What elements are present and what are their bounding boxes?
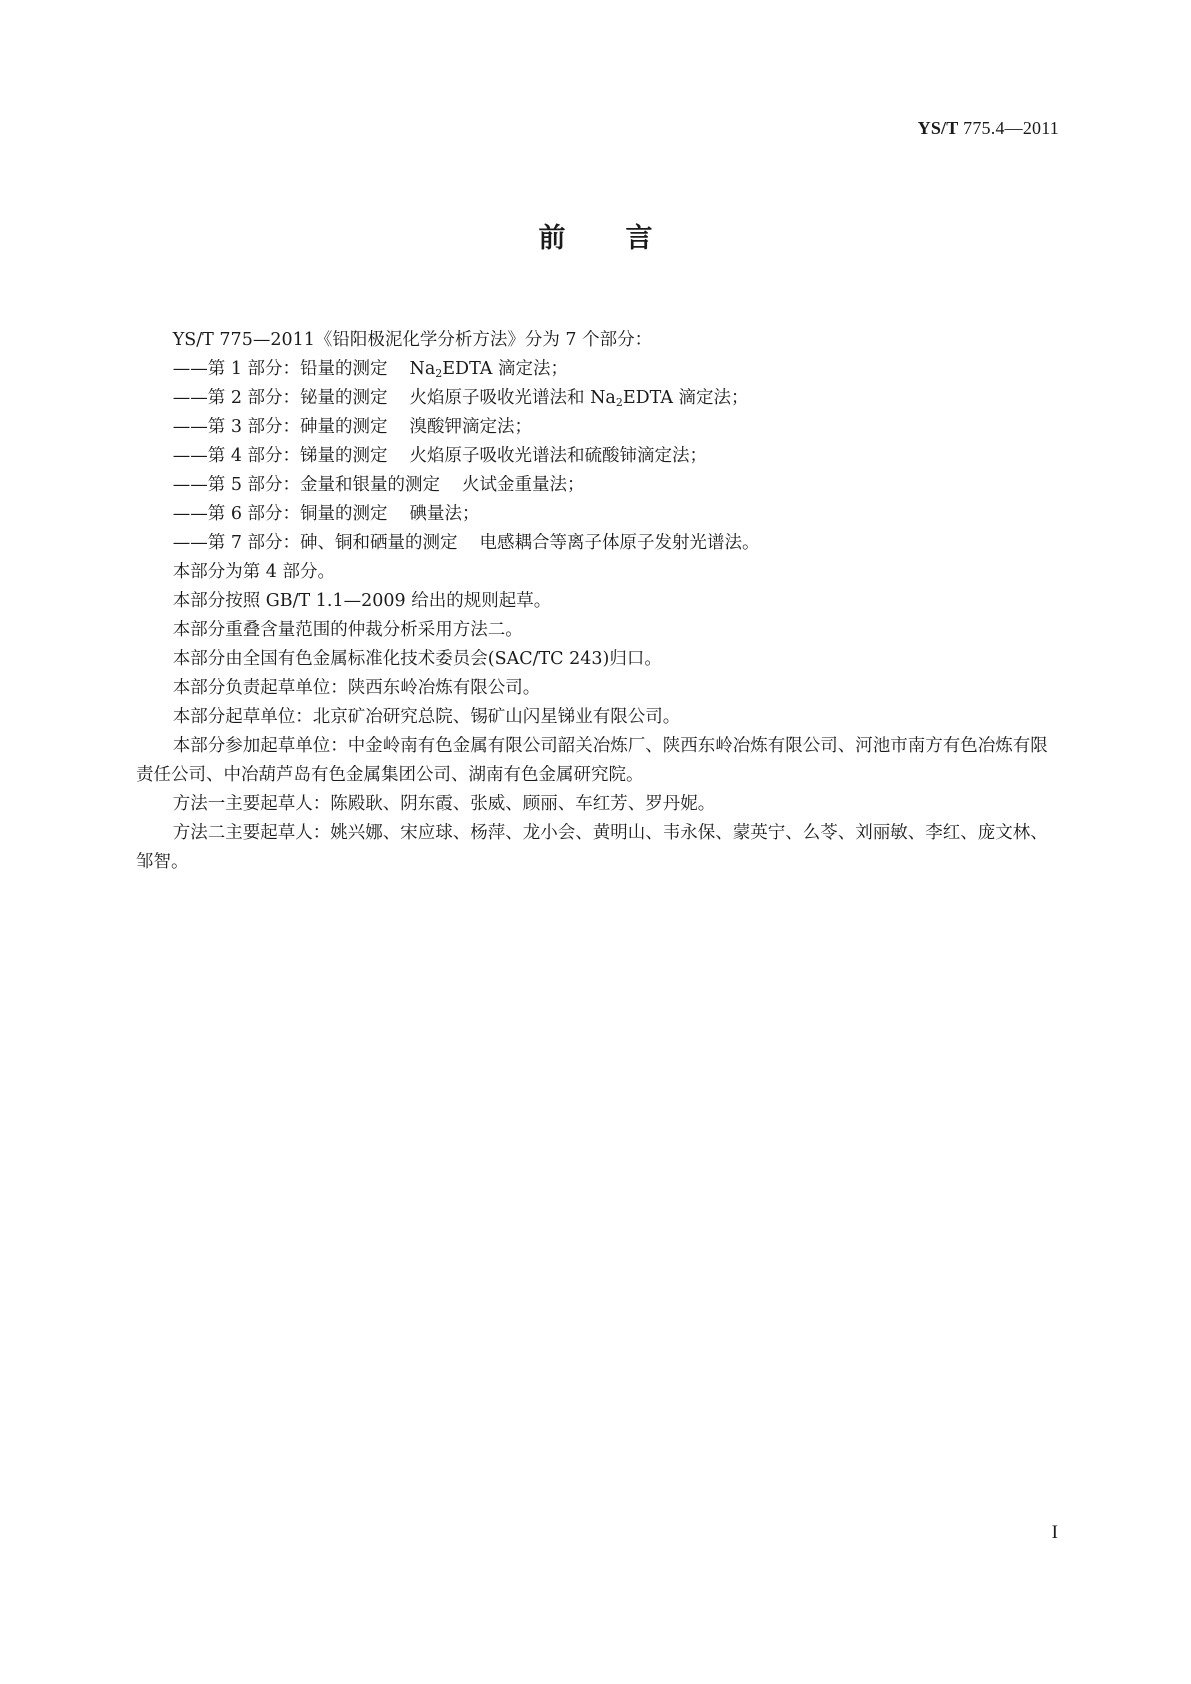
- page-number: I: [1051, 1522, 1058, 1543]
- part-item-6: ——第 6 部分：铜量的测定 碘量法；: [172, 504, 480, 524]
- part-item-5: ——第 5 部分：金量和银量的测定 火试金重量法；: [172, 475, 585, 495]
- page-title: 前言: [538, 223, 713, 254]
- drafting-units-statement: 本部分起草单位：北京矿冶研究总院、锡矿山闪星锑业有限公司。: [172, 707, 681, 727]
- document-code-number: 775.4—2011: [958, 118, 1059, 138]
- part-item-7: ——第 7 部分：砷、铜和硒量的测定 电感耦合等离子体原子发射光谱法。: [172, 533, 760, 553]
- part-item-1: ——第 1 部分：铅量的测定 $Na_2EDTA$ 滴定法；: [172, 359, 568, 380]
- arbitration-statement: 本部分重叠含量范围的仲裁分析采用方法二。: [172, 620, 523, 640]
- drafting-rules-statement: 本部分按照 GB/T 1.1—2009 给出的规则起草。: [172, 591, 552, 611]
- part-item-3: ——第 3 部分：砷量的测定 溴酸钾滴定法；: [172, 417, 533, 437]
- method-two-drafters: 方法二主要起草人：姚兴娜、宋应球、杨萍、龙小会、黄明山、韦永保、蒙英宁、么苓、刘丽敏、李红、庞文林、邹智。: [136, 823, 1048, 872]
- part-item-2: ——第 2 部分：铋量的测定 火焰原子吸收光谱法和 $Na_2EDTA$ 滴定法；: [172, 388, 749, 409]
- responsible-drafter-statement: 本部分负责起草单位：陕西东岭冶炼有限公司。: [172, 678, 541, 698]
- method-one-drafters: 方法一主要起草人：陈殿耿、阴东霞、张威、顾丽、车红芳、罗丹妮。: [172, 794, 716, 814]
- document-code: [918, 118, 1059, 139]
- centralized-statement: 本部分由全国有色金属标准化技术委员会(SAC/TC 243)归口。: [172, 649, 662, 669]
- part-item-4: ——第 4 部分：锑量的测定 火焰原子吸收光谱法和硫酸铈滴定法；: [172, 446, 708, 466]
- document-code-prefix: YS/T: [917, 118, 959, 138]
- part-number-statement: 本部分为第 4 部分。: [172, 562, 336, 582]
- foreword-body: [136, 326, 1061, 877]
- participating-units-statement: 本部分参加起草单位：中金岭南有色金属有限公司韶关冶炼厂、陕西东岭冶炼有限公司、河池市南方有色冶炼有限责任公司、中冶葫芦岛有色金属集团公司、湖南有色金属研究院。: [136, 736, 1048, 785]
- intro-paragraph: YS/T 775—2011《铅阳极泥化学分析方法》分为 7 个部分：: [172, 330, 653, 350]
